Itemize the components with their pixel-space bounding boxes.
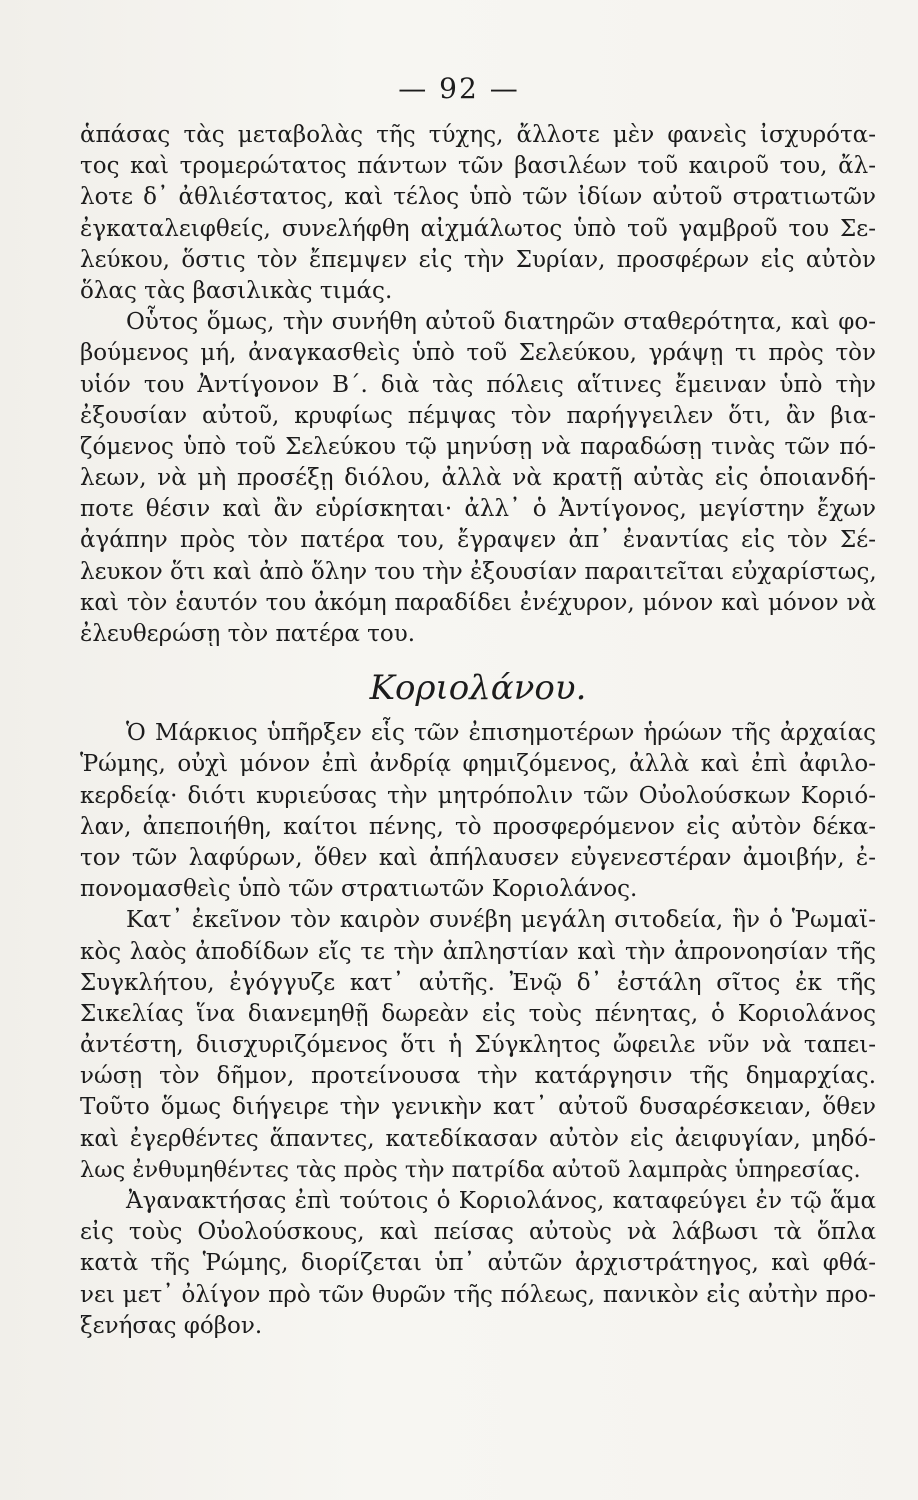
text-line: Ῥώμης, οὐχὶ μόνον ἐπὶ ἀνδρίᾳ φημιζόμενος, ἀλλὰ καὶ ἐπὶ ἀφιλο- [80,751,876,778]
text-line: κατὰ τῆς Ῥώμης, διορίζεται ὑπ᾽ αὐτῶν ἀρχιστράτηγος, καὶ φθά- [80,1250,876,1277]
text-line: λαν, ἀπεποιήθη, καίτοι πένης, τὸ προσφερόμενον εἰς αὐτὸν δέκα- [80,813,876,840]
text-line: λευκον ὅτι καὶ ἀπὸ ὅλην του τὴν ἐξουσίαν παραιτεῖται εὐχαρίστως, [80,558,877,585]
text-line: ἀγάπην πρὸς τὸν πατέρα του, ἔγραψεν ἀπ᾽ ἐναντίας εἰς τὸν Σέ- [80,527,876,554]
text-line: τον τῶν λαφύρων, ὅθεν καὶ ἀπήλαυσεν εὐγενεστέραν ἀμοιβήν, ἐ- [80,844,876,871]
paragraph-3 [80,718,876,905]
text-line: ἀντέστη, διισχυριζόμενος ὅτι ἡ Σύγκλητος ὤφειλε νῦν νὰ ταπει- [80,1032,876,1059]
text-line: κὸς λαὸς ἀποδίδων εἴς τε τὴν ἀπληστίαν καὶ τὴν ἀπρονοησίαν τῆς [80,938,876,965]
text-line: εἰς τοὺς Οὐολούσκους, καὶ πείσας αὐτοὺς νὰ λάβωσι τὰ ὅπλα [80,1219,876,1246]
text-line: Ὁ Μάρκιος ὑπῆρξεν εἷς τῶν ἐπισημοτέρων ἡρώων τῆς ἀρχαίας [126,720,876,747]
text-line: βούμενος μή, ἀναγκασθεὶς ὑπὸ τοῦ Σελεύκου, γράψῃ τι πρὸς τὸν [80,340,876,367]
text-line: λως ἐνθυμηθέντες τὰς πρὸς τὴν πατρίδα αὐτοῦ λαμπρὰς ὑπηρεσίας. [80,1156,861,1183]
text-line: καὶ ἐγερθέντες ἅπαντες, κατεδίκασαν αὐτὸν εἰς ἀειφυγίαν, μηδό- [80,1125,876,1152]
text-line: υἱόν του Ἀντίγονον Β΄. διὰ τὰς πόλεις αἵτινες ἔμειναν ὑπὸ τὴν [80,371,876,398]
paragraph-2 [80,307,876,650]
paragraph-1 [80,120,876,307]
text-line: λεων, νὰ μὴ προσέξῃ διόλου, ἀλλὰ νὰ κρατῇ αὐτὰς εἰς ὁποιανδή- [80,465,876,492]
text-line: ποτε θέσιν καὶ ἂν εὑρίσκηται· ἀλλ᾽ ὁ Ἀντίγονος, μεγίστην ἔχων [80,496,876,523]
text-line: ἐξουσίαν αὐτοῦ, κρυφίως πέμψας τὸν παρήγγειλεν ὅτι, ἂν βια- [80,402,876,429]
text-line: νει μετ᾽ ὀλίγον πρὸ τῶν θυρῶν τῆς πόλεως, πανικὸν εἰς αὐτὴν προ- [80,1281,876,1308]
text-line: Σικελίας ἵνα διανεμηθῇ δωρεὰν εἰς τοὺς πένητας, ὁ Κοριολάνος [80,1000,876,1027]
text-line: ὅλας τὰς βασιλικὰς τιμάς. [80,277,393,304]
body-text [80,120,876,1342]
text-line: ἐγκαταλειφθείς, συνελήφθη αἰχμάλωτος ὑπὸ τοῦ γαμβροῦ του Σε- [80,215,876,242]
text-line: Οὗτος ὅμως, τὴν συνήθη αὐτοῦ διατηρῶν σταθερότητα, καὶ φο- [126,309,876,336]
text-line: Ἀγανακτήσας ἐπὶ τούτοις ὁ Κοριολάνος, καταφεύγει ἐν τῷ ἅμα [126,1188,876,1214]
text-line: νώσῃ τὸν δῆμον, προτείνουσα τὴν κατάργησιν τῆς δημαρχίας. [80,1063,876,1090]
text-line: πονομασθεὶς ὑπὸ τῶν στρατιωτῶν Κοριολάνος. [80,876,638,903]
text-line: ζόμενος ὑπὸ τοῦ Σελεύκου τῷ μηνύσῃ νὰ παραδώσῃ τινὰς τῶν πό- [80,433,876,460]
text-line: κερδείᾳ· διότι κυριεύσας τὴν μητρόπολιν τῶν Οὐολούσκων Κοριό- [80,782,876,809]
paragraph-4 [80,905,876,1186]
section-heading: Κοριολάνου. [369,668,587,709]
text-line: Συγκλήτου, ἐγόγγυζε κατ᾽ αὐτῆς. Ἐνῷ δ᾽ ἐστάλη σῖτος ἐκ τῆς [80,969,876,996]
text-line: ἁπάσας τὰς μεταβολὰς τῆς τύχης, ἄλλοτε μὲν φανεὶς ἰσχυρότα- [80,122,876,148]
text-line: λεύκου, ὅστις τὸν ἔπεμψεν εἰς τὴν Συρίαν, προσφέρων εἰς αὐτὸν [80,246,876,273]
text-line: Κατ᾽ ἐκεῖνον τὸν καιρὸν συνέβη μεγάλη σιτοδεία, ἣν ὁ Ῥωμαϊ- [126,907,876,934]
page-number: — 92 — [398,72,520,105]
text-line: Τοῦτο ὅμως διήγειρε τὴν γενικὴν κατ᾽ αὐτοῦ δυσαρέσκειαν, ὅθεν [80,1094,876,1121]
paragraph-5 [80,1186,876,1342]
text-line: καὶ τὸν ἑαυτόν του ἀκόμη παραδίδει ἐνέχυρον, μόνον καὶ μόνον νὰ [80,589,876,616]
text-line: ἐλευθερώσῃ τὸν πατέρα του. [80,621,416,647]
text-line: ξενήσας φόβον. [80,1312,263,1339]
text-line: τος καὶ τρομερώτατος πάντων τῶν βασιλέων τοῦ καιροῦ του, ἄλ- [80,153,876,180]
text-line: λοτε δ᾽ ἀθλιέστατος, καὶ τέλος ὑπὸ τῶν ἰδίων αὐτοῦ στρατιωτῶν [80,184,876,211]
